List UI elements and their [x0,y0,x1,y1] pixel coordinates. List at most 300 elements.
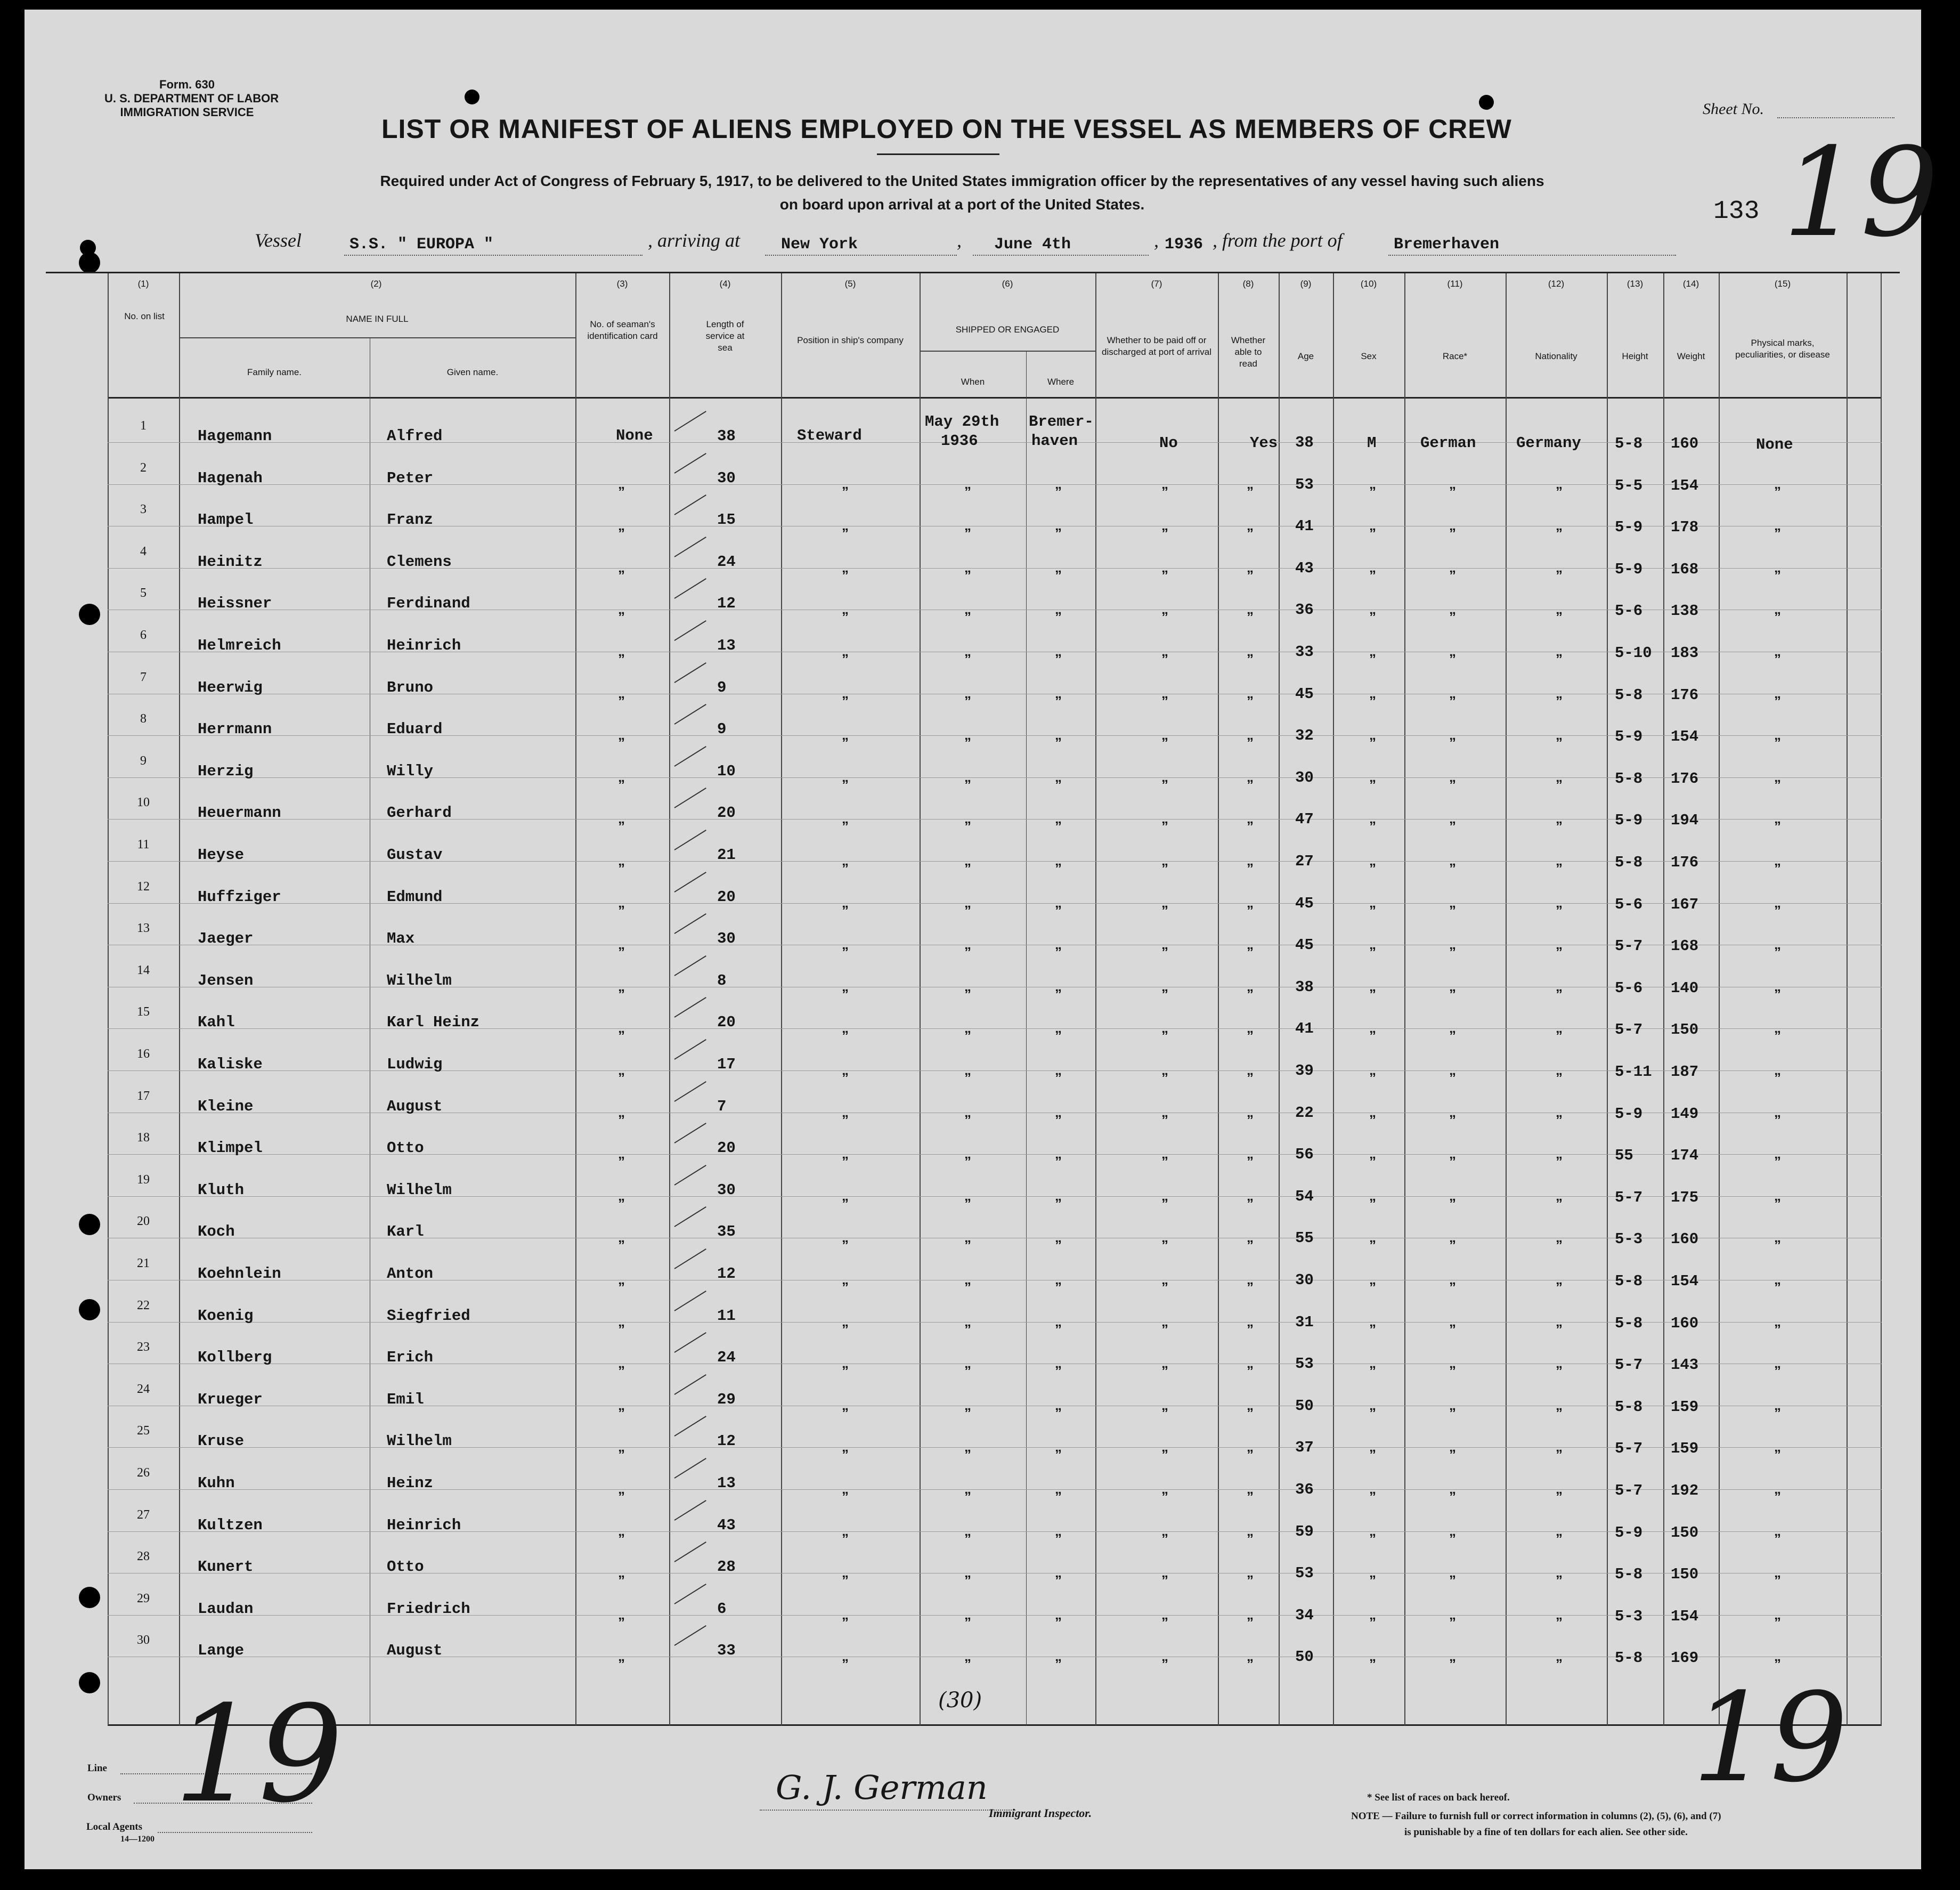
ditto-mark: „ [842,517,849,533]
manifest-sheet [25,10,1939,1869]
ditto-mark: „ [964,1146,971,1162]
ditto-mark: „ [842,769,849,785]
ditto-mark: „ [964,1523,971,1539]
ditto-mark: „ [1161,1481,1168,1497]
ditto-mark: „ [842,895,849,911]
ditto-mark: „ [1774,853,1781,869]
ditto-mark: „ [1369,1104,1376,1120]
age: 22 [1295,1104,1314,1122]
given-name: Friedrich [387,1600,470,1618]
col-line [1881,273,1882,1725]
ditto-mark: „ [842,476,849,492]
ditto-mark: „ [618,1271,625,1287]
ditto-mark: „ [964,853,971,869]
header-able-read: Whether able to read [1231,335,1266,369]
col-num-10: (10) [1360,279,1377,289]
given-name: Erich [387,1349,434,1366]
ditto-mark: „ [1161,517,1168,533]
ditto-mark: „ [1247,601,1254,617]
ditto-mark: „ [1556,1104,1563,1120]
ditto-mark: „ [1556,1271,1563,1287]
service-length: 13 [717,1474,736,1492]
height: 5-11 [1615,1063,1652,1081]
ditto-mark: „ [964,769,971,785]
ditto-mark: „ [1161,1439,1168,1455]
ditto-mark: „ [1369,601,1376,617]
ditto-mark: „ [1161,1648,1168,1664]
col-num-14: (14) [1682,279,1699,289]
ditto-mark: „ [842,810,849,826]
height: 5-7 [1615,937,1643,955]
row-number: 19 [137,1173,150,1187]
family-name: Kollberg [198,1349,272,1366]
ditto-mark: „ [1556,1648,1563,1664]
col-line [669,273,670,1725]
punch-hole [79,1214,100,1235]
family-name: Heissner [198,595,272,612]
from-port-label: , from the port of [1213,230,1343,251]
ditto-mark: „ [1161,810,1168,826]
ditto-mark: „ [842,685,849,701]
service-length: 21 [717,846,736,864]
ditto-mark: „ [964,559,971,575]
service-length: 10 [717,763,736,780]
ditto-mark: „ [842,936,849,952]
footer-agents-label: Local Agents [86,1821,143,1832]
service-length: 24 [717,1349,736,1366]
col-line [108,273,109,1725]
ditto-mark: „ [618,895,625,911]
ditto-mark: „ [1247,1313,1254,1329]
service-length: 12 [717,1265,736,1283]
age: 32 [1295,727,1314,744]
family-name: Jaeger [198,930,254,947]
ditto-mark: „ [1556,1564,1563,1580]
service-length: 20 [717,888,736,906]
ditto-mark: „ [1774,1188,1781,1204]
ditto-mark: „ [1449,1229,1456,1245]
ditto-mark: „ [1247,1020,1254,1036]
service-length: 13 [717,637,736,654]
height: 5-7 [1615,1440,1643,1457]
ditto-mark: „ [1161,895,1168,911]
row-number: 3 [140,502,147,516]
ditto-mark: „ [1247,1188,1254,1204]
ditto-mark: „ [618,1607,625,1623]
height: 5-8 [1615,1272,1643,1290]
ditto-mark: „ [1247,1062,1254,1078]
ditto-mark: „ [1449,1104,1456,1120]
row-number: 18 [137,1131,150,1145]
row-number: 17 [137,1089,150,1103]
sheet-no-line [1777,117,1894,118]
row-number: 7 [140,670,147,684]
row-number: 4 [140,545,147,558]
check-mark [674,704,706,725]
row-number: 10 [137,796,150,809]
ditto-mark: „ [1774,895,1781,911]
ditto-mark: „ [1774,1271,1781,1287]
ditto-mark: „ [1161,1020,1168,1036]
ditto-mark: „ [1774,1355,1781,1371]
service-length: 28 [717,1558,736,1576]
ditto-mark: „ [842,1020,849,1036]
ditto-mark: „ [1369,978,1376,994]
ditto-mark: „ [1369,936,1376,952]
ditto-mark: „ [1556,1481,1563,1497]
height: 5-7 [1615,1189,1643,1206]
check-mark [674,1374,706,1395]
age: 43 [1295,559,1314,577]
ditto-mark: „ [842,1564,849,1580]
height: 5-7 [1615,1021,1643,1039]
ditto-mark: „ [964,1355,971,1371]
check-mark [674,662,706,683]
ditto-mark: „ [964,476,971,492]
ditto-mark: „ [1556,685,1563,701]
height: 5-8 [1615,1649,1643,1667]
col-num-1: (1) [137,279,149,289]
col-num-15: (15) [1774,279,1791,289]
ditto-mark: „ [1161,559,1168,575]
header-height: Height [1622,351,1648,361]
height: 5-9 [1615,561,1643,578]
weight: 159 [1671,1398,1699,1416]
service-length: 17 [717,1056,736,1073]
ditto-mark: „ [1369,810,1376,826]
ditto-mark: „ [964,1020,971,1036]
weight: 168 [1671,937,1699,955]
age: 45 [1295,895,1314,912]
weight: 154 [1671,1608,1699,1625]
ditto-mark: „ [618,1355,625,1371]
binding-hole [1479,95,1494,110]
ditto-mark: „ [1556,559,1563,575]
row-number: 27 [137,1508,150,1522]
footer-owners-label: Owners [87,1792,121,1803]
row-number: 16 [137,1047,150,1061]
ditto-mark: „ [1247,936,1254,952]
ditto-mark: „ [1449,601,1456,617]
ditto-mark: „ [1774,1439,1781,1455]
ditto-mark: „ [1055,685,1062,701]
weight: 160 [1671,1230,1699,1248]
ditto-mark: „ [1449,643,1456,659]
ditto-mark: „ [1161,1355,1168,1371]
ditto-mark: „ [1247,853,1254,869]
ditto-mark: „ [1161,1229,1168,1245]
ditto-mark: „ [1556,643,1563,659]
row-number: 12 [137,880,150,894]
given-name: Gustav [387,846,443,864]
service-length: 11 [717,1307,736,1325]
weight: 140 [1671,979,1699,997]
ditto-mark: „ [1556,1439,1563,1455]
ditto-mark: „ [1369,1229,1376,1245]
family-name: Krueger [198,1391,263,1408]
vessel-name: S.S. " EUROPA " [349,236,494,254]
ditto-mark: „ [964,1188,971,1204]
height: 5-6 [1615,896,1643,913]
header-shipped: SHIPPED OR ENGAGED [955,325,1060,335]
total-note: (30) [938,1688,982,1713]
ditto-mark: „ [1055,1607,1062,1623]
col-line [1719,273,1720,1725]
age: 36 [1295,601,1314,619]
ditto-mark: „ [1247,685,1254,701]
family-name: Kuhn [198,1474,235,1492]
service-length: 12 [717,1432,736,1450]
given-name: Gerhard [387,804,452,822]
service-length: 12 [717,595,736,612]
header-no-on-list: No. on list [124,311,165,321]
row-number: 23 [137,1340,150,1354]
given-name: Karl [387,1223,424,1240]
given-name: Eduard [387,720,443,738]
binding-hole [465,90,479,104]
height: 5-9 [1615,1105,1643,1123]
given-name: Otto [387,1558,424,1576]
service-length: 9 [717,720,727,738]
header-paid-off: Whether to be paid off or discharged at port of arrival [1102,335,1211,357]
height: 5-6 [1615,979,1643,997]
height: 5-8 [1615,1315,1643,1332]
row-number: 15 [137,1005,150,1019]
age: 38 [1295,978,1314,996]
check-mark [674,537,706,557]
family-name: Jensen [198,972,254,989]
ditto-mark: „ [842,1355,849,1371]
subtitle-line-1: Required under Act of Congress of February 5, 1917, to be delivered to the United States immigration officer by the representatives of any vessel having such aliens [380,173,1544,189]
ditto-mark: „ [842,1648,849,1664]
ditto-mark: „ [1369,1020,1376,1036]
ditto-mark: „ [1161,1146,1168,1162]
header-family-name: Family name. [247,367,302,377]
ditto-mark: „ [1369,895,1376,911]
ditto-mark: „ [1247,1355,1254,1371]
vessel-label: Vessel [255,230,302,251]
ditto-mark: „ [1369,1648,1376,1664]
family-name: Herrmann [198,720,272,738]
service-length: 24 [717,553,736,571]
given-name: Edmund [387,888,443,906]
ditto-mark: „ [1247,1271,1254,1287]
check-mark [674,872,706,893]
weight: 178 [1671,518,1699,536]
weight: 150 [1671,1524,1699,1542]
ditto-mark: „ [1161,685,1168,701]
weight: 160 [1671,1315,1699,1332]
row-1-able-read: Yes [1250,434,1278,452]
check-mark [674,1542,706,1562]
ditto-mark: „ [1369,1564,1376,1580]
check-mark [674,578,706,599]
height: 5-6 [1615,602,1643,620]
inspector-signature: G. J. German [776,1768,988,1807]
service-length: 20 [717,1139,736,1157]
weight: 150 [1671,1565,1699,1583]
row-1-where-2: haven [1031,432,1078,450]
col-line [1026,351,1027,1725]
family-name: Helmreich [198,637,281,654]
date-line [973,255,1149,256]
given-name: Bruno [387,679,434,696]
ditto-mark: „ [1369,1188,1376,1204]
ditto-mark: „ [1369,1397,1376,1413]
signature-line [760,1810,1015,1811]
ditto-mark: „ [1369,1271,1376,1287]
ditto-mark: „ [1161,769,1168,785]
col-num-12: (12) [1548,279,1565,289]
family-name: Kruse [198,1432,245,1450]
ditto-mark: „ [1556,1229,1563,1245]
row-number: 25 [137,1424,150,1438]
ditto-mark: „ [618,727,625,743]
ditto-mark: „ [1774,601,1781,617]
ditto-mark: „ [1055,1062,1062,1078]
weight: 138 [1671,602,1699,620]
table-bottom-border [108,1724,1882,1726]
row-number: 20 [137,1214,150,1228]
ditto-mark: „ [1774,810,1781,826]
ditto-mark: „ [1055,1439,1062,1455]
ditto-mark: „ [1369,559,1376,575]
header-position: Position in ship's company [797,335,904,345]
fine-note-2: is punishable by a fine of ten dollars for each alien. See other side. [1404,1827,1688,1838]
given-name: Wilhelm [387,972,452,989]
given-name: Heinrich [387,637,461,654]
col-line [1333,273,1334,1725]
ditto-mark: „ [1369,727,1376,743]
header-when: When [961,377,985,387]
ditto-mark: „ [1556,978,1563,994]
ditto-mark: „ [1449,476,1456,492]
weight: 167 [1671,896,1699,913]
height: 55 [1615,1147,1633,1164]
ditto-mark: „ [1055,1355,1062,1371]
ditto-mark: „ [964,1271,971,1287]
ditto-mark: „ [1055,1020,1062,1036]
ditto-mark: „ [1247,1564,1254,1580]
row-number: 1 [140,419,147,433]
height: 5-3 [1615,1230,1643,1248]
ditto-mark: „ [1774,559,1781,575]
ditto-mark: „ [1161,1062,1168,1078]
ditto-mark: „ [1055,769,1062,785]
weight: 174 [1671,1147,1699,1164]
height: 5-9 [1615,812,1643,829]
check-mark [674,1458,706,1479]
ditto-mark: „ [618,810,625,826]
age: 27 [1295,853,1314,870]
ditto-mark: „ [1055,1229,1062,1245]
ditto-mark: „ [964,1104,971,1120]
row-number: 30 [137,1633,150,1647]
ditto-mark: „ [618,476,625,492]
ditto-mark: „ [618,769,625,785]
service-length: 7 [717,1098,727,1115]
family-name: Kultzen [198,1516,263,1534]
ditto-mark: „ [1369,517,1376,533]
ditto-mark: „ [1556,1355,1563,1371]
height: 5-8 [1615,435,1643,452]
age: 31 [1295,1313,1314,1331]
family-name: Heuermann [198,804,281,822]
fine-note-1: NOTE — Failure to furnish full or correct information in columns (2), (5), (6), and (7) [1351,1811,1721,1822]
ditto-mark: „ [1055,601,1062,617]
name-header-divider [179,337,575,338]
ditto-mark: „ [1556,895,1563,911]
footer-form-code: 14—1200 [120,1835,154,1844]
height: 5-9 [1615,518,1643,536]
ditto-mark: „ [1247,1397,1254,1413]
ditto-mark: „ [1055,1648,1062,1664]
ditto-mark: „ [964,601,971,617]
service-length: 8 [717,972,727,989]
ditto-mark: „ [1556,1020,1563,1036]
height: 5-8 [1615,770,1643,788]
given-name: Wilhelm [387,1181,452,1199]
ditto-mark: „ [1055,1146,1062,1162]
ditto-mark: „ [1774,978,1781,994]
ditto-mark: „ [1556,1607,1563,1623]
arrival-date: June 4th [994,236,1071,254]
ditto-mark: „ [842,853,849,869]
service-length: 30 [717,930,736,947]
check-mark [674,1625,706,1646]
col-line [1404,273,1405,1725]
ditto-mark: „ [618,853,625,869]
row-1-race: German [1420,434,1476,452]
weight: 175 [1671,1189,1699,1206]
check-mark [674,1332,706,1353]
ditto-mark: „ [964,1607,971,1623]
ditto-mark: „ [1161,643,1168,659]
check-mark [674,788,706,808]
ditto-mark: „ [1774,727,1781,743]
ditto-mark: „ [964,517,971,533]
col-num-5: (5) [844,279,856,289]
height: 5-8 [1615,1565,1643,1583]
form-meta [104,78,279,119]
given-name: Clemens [387,553,452,571]
ditto-mark: „ [964,727,971,743]
ditto-mark: „ [1774,1020,1781,1036]
service-length: 15 [717,511,736,529]
ditto-mark: „ [1449,685,1456,701]
height: 5-8 [1615,1398,1643,1416]
weight: 154 [1671,477,1699,494]
ditto-mark: „ [842,1607,849,1623]
ditto-mark: „ [842,1229,849,1245]
row-number: 5 [140,586,147,600]
weight: 194 [1671,812,1699,829]
ditto-mark: „ [1369,769,1376,785]
weight: 150 [1671,1021,1699,1039]
family-name: Huffziger [198,888,281,906]
ditto-mark: „ [618,1564,625,1580]
given-name: Heinrich [387,1516,461,1534]
given-name: Ludwig [387,1056,443,1073]
ditto-mark: „ [1774,1062,1781,1078]
weight: 154 [1671,1272,1699,1290]
given-name: Wilhelm [387,1432,452,1450]
ditto-mark: „ [1774,1104,1781,1120]
ditto-mark: „ [1247,1523,1254,1539]
check-mark [674,1039,706,1060]
col-num-11: (11) [1447,279,1463,289]
ditto-mark: „ [842,727,849,743]
